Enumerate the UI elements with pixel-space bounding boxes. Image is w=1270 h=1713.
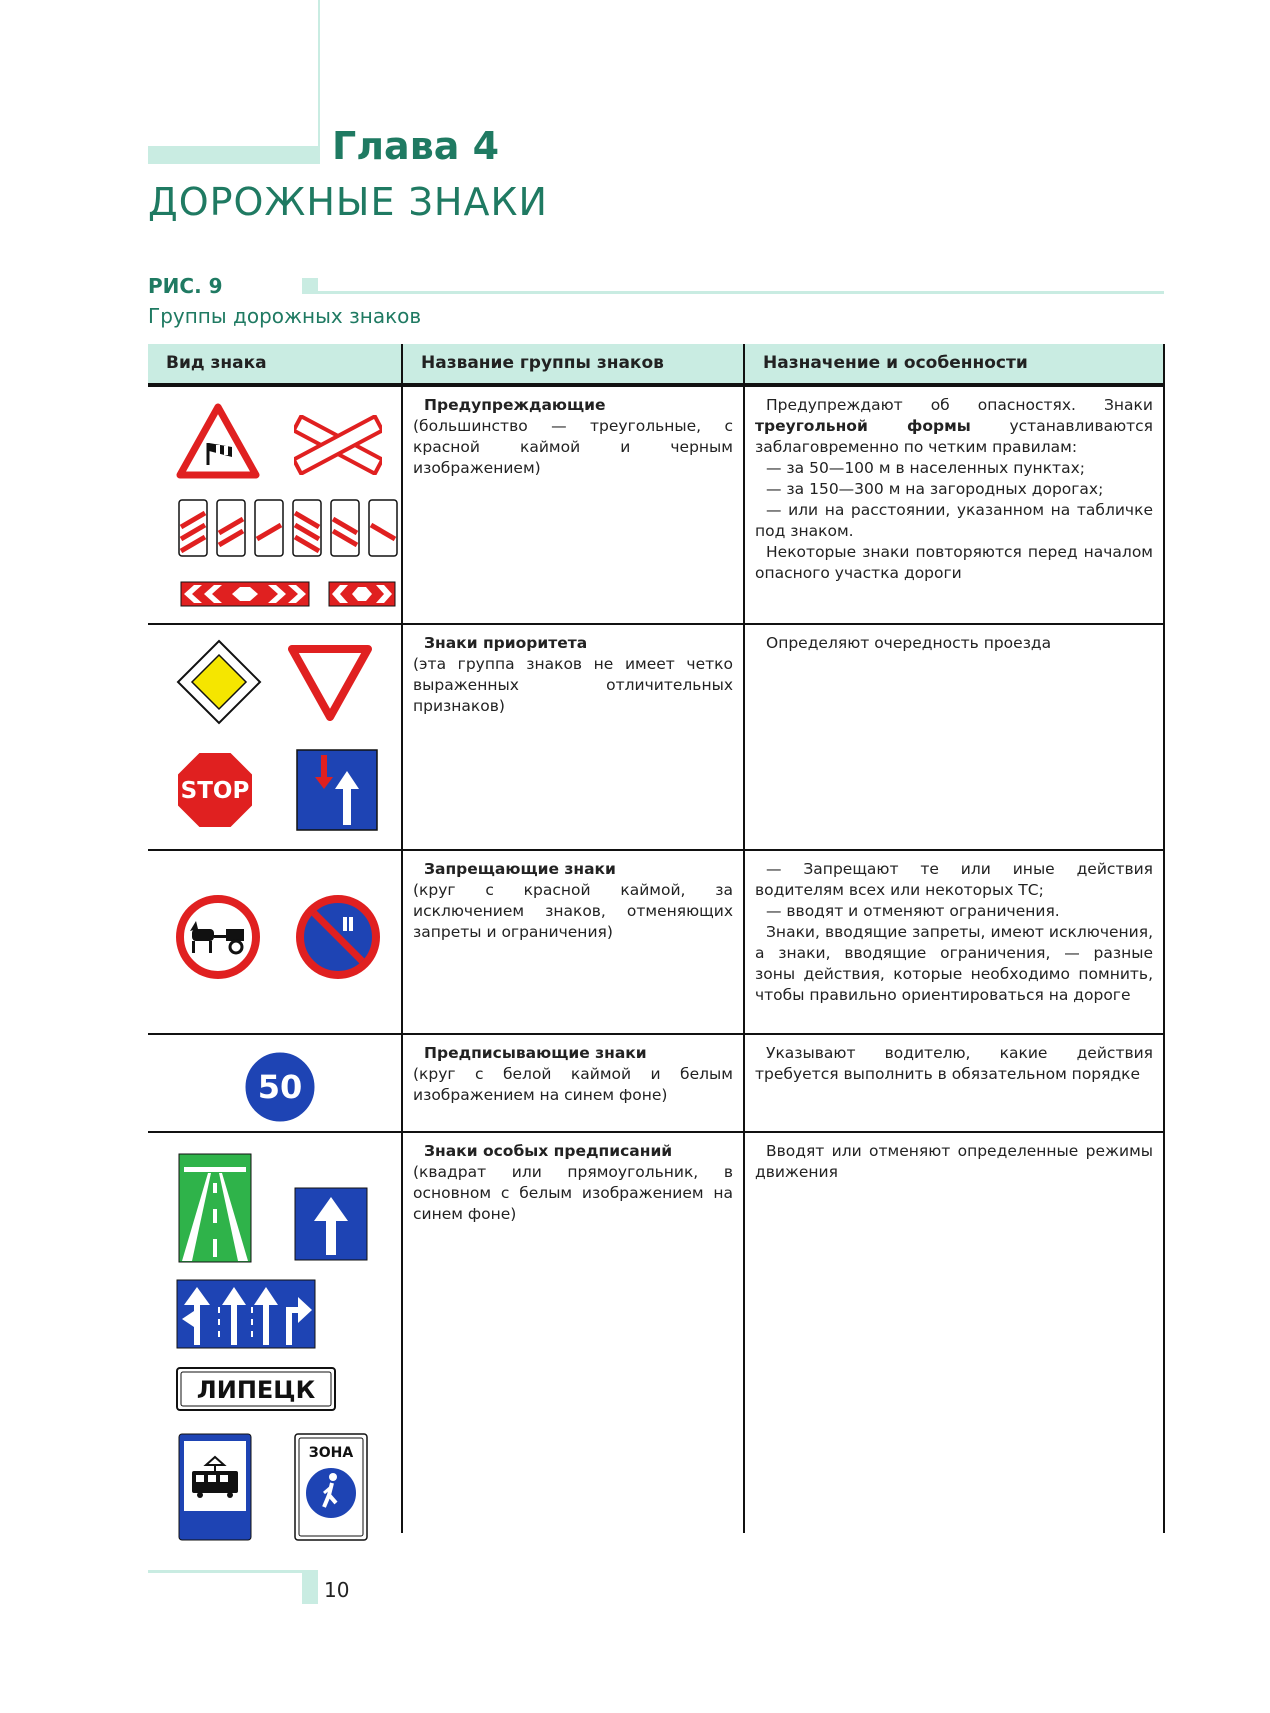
table-row xyxy=(148,1132,1164,1533)
signs-table xyxy=(148,344,1165,1533)
sign-images-special xyxy=(148,1132,402,1533)
warning-wind-sign-icon xyxy=(176,403,260,479)
tram-stop-sign-icon xyxy=(178,1433,252,1541)
group-note: (эта группа знаков не имеет четко выраженных отличительных признаков) xyxy=(413,655,733,715)
group-name: Знаки приоритета xyxy=(424,634,588,652)
motorway-sign-icon xyxy=(178,1153,252,1263)
figure-marker xyxy=(302,278,318,294)
group-description: Указывают водителю, какие действия требуется выполнить в обязательном порядке xyxy=(744,1034,1164,1132)
chapter-title: ДОРОЖНЫЕ ЗНАКИ xyxy=(148,180,548,224)
min-speed-value: 50 xyxy=(257,1068,303,1106)
group-name: Знаки особых предписаний xyxy=(424,1142,673,1160)
one-way-road-sign-icon xyxy=(294,1187,368,1261)
chapter-label: Глава 4 xyxy=(332,124,500,168)
city-name-text: ЛИПЕЦК xyxy=(196,1376,316,1404)
group-note: (большинство — треугольные, с красной каймой и черным изображением) xyxy=(413,417,733,477)
sign-images-mandatory xyxy=(148,1034,402,1132)
footer-rule xyxy=(148,1570,304,1573)
pedestrian-zone-sign-icon xyxy=(294,1433,368,1541)
figure-label: РИС. 9 xyxy=(148,274,223,298)
turn-direction-board-icon xyxy=(180,581,310,607)
group-note: (круг с белой каймой и белым изображением на синем фоне) xyxy=(413,1065,733,1104)
zone-label-text: ЗОНА xyxy=(308,1445,354,1461)
oncoming-priority-sign-icon xyxy=(296,749,378,831)
city-name-sign-icon xyxy=(176,1367,336,1411)
col-header-purpose: Назначение и особенности xyxy=(744,344,1164,385)
group-note: (круг с красной каймой, за исключением знаков, отменяющих запреты и ограничения) xyxy=(413,881,733,941)
rail-approach-boards-icon xyxy=(178,499,400,559)
main-road-sign-icon xyxy=(176,639,262,725)
no-horse-carts-sign-icon xyxy=(176,895,260,979)
header-vertical-rule xyxy=(318,0,320,164)
sign-images-priority xyxy=(148,624,402,850)
no-parking-even-days-sign-icon xyxy=(296,895,380,979)
col-header-group-name: Название группы знаков xyxy=(402,344,744,385)
table-row xyxy=(148,624,1164,850)
group-name: Предписывающие знаки xyxy=(424,1044,647,1062)
header-band xyxy=(148,146,318,164)
turn-direction-small-board-icon xyxy=(328,581,396,607)
figure-caption: Группы дорожных знаков xyxy=(148,304,422,328)
group-description: Определяют очередность проезда xyxy=(744,624,1164,850)
table-row xyxy=(148,850,1164,1034)
footer-marker xyxy=(302,1570,318,1604)
col-header-sign-type: Вид знака xyxy=(148,344,402,385)
lane-direction-sign-icon xyxy=(176,1279,316,1349)
figure-rule xyxy=(318,291,1164,294)
group-description: Вводят или отменяют определенные режимы движения xyxy=(744,1132,1164,1533)
group-description: Предупреждают об опасностях. Знаки треугольной формы устанавливаются заблаговременно по четким правилам: — за 50—100 м в населенных пунктах; — за 150—300 м на загородных дорогах; — или на расстоянии, указанном на табличке под знаком. Некоторые знаки повторяются перед началом опасного участка дороги xyxy=(744,385,1164,624)
rail-crossing-sign-icon xyxy=(294,415,382,475)
table-row xyxy=(148,1034,1164,1132)
min-speed-sign-icon xyxy=(242,1049,318,1125)
table-row xyxy=(148,385,1164,624)
sign-images-warning xyxy=(148,385,402,624)
stop-sign-icon xyxy=(176,751,254,829)
page-number: 10 xyxy=(324,1578,350,1602)
sign-images-prohibitory xyxy=(148,850,402,1034)
group-name: Предупреждающие xyxy=(424,396,606,414)
group-name: Запрещающие знаки xyxy=(424,860,616,878)
table-header-row xyxy=(148,344,1164,385)
group-note: (квадрат или прямоугольник, в основном с белым изображением на синем фоне) xyxy=(413,1163,733,1223)
group-description: — Запрещают те или иные действия водителям всех или некоторых ТС; — вводят и отменяют ограничения. Знаки, вводящие запреты, имеют исключения, а знаки, вводящие ограничения, — разные зоны действия, которые необходимо помнить, чтобы правильно ориентироваться на дороге xyxy=(744,850,1164,1034)
yield-sign-icon xyxy=(288,645,372,721)
stop-sign-text: STOP xyxy=(180,778,250,804)
